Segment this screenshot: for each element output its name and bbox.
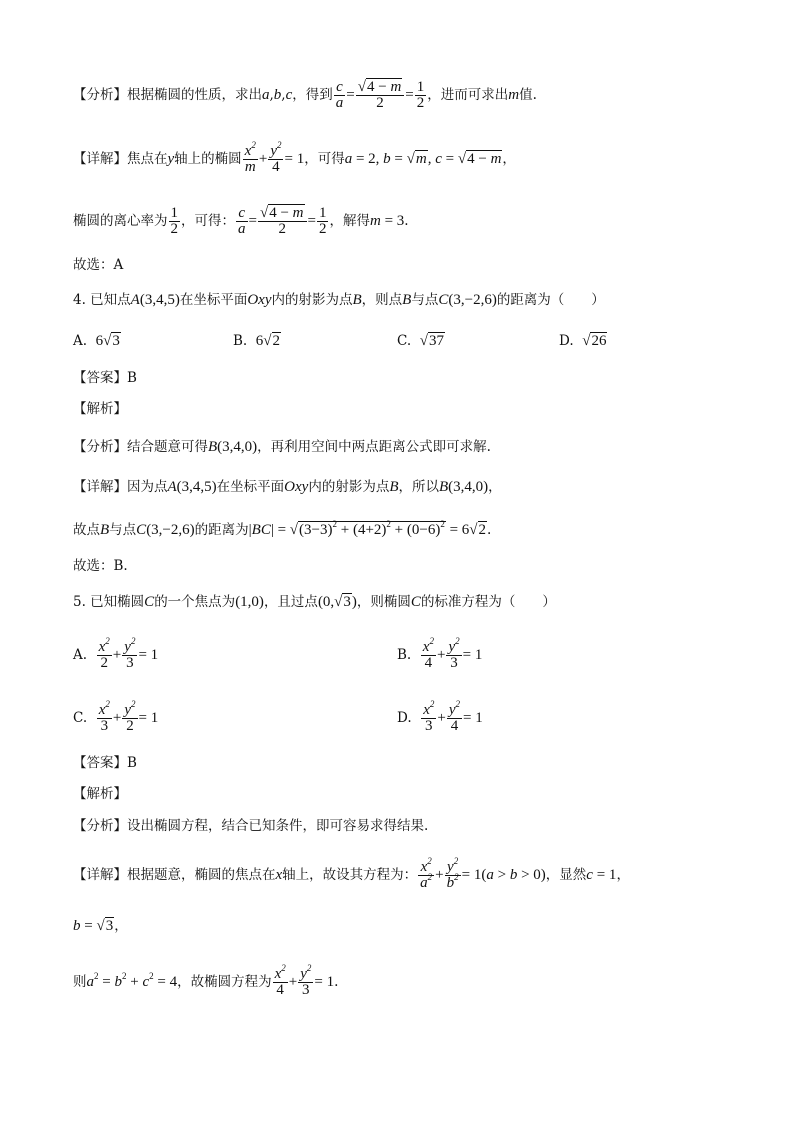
q4-analysis: 【分析】结合题意可得B(3,4,0)，再利用空间中两点距离公式即可求解. [73,439,491,455]
q5-detail-3: 则$a^2 = b^2 + c^2 = 4$，故椭圆方程为 $\frac{x^2}{4}$ + $\frac{y^2}{3}$ = 1. [73,963,339,998]
q5-answer: 【答案】B [73,755,137,771]
q5-detail: 【详解】根据题意，椭圆的焦点在x轴上，故设其方程为： $\frac{x^2}{a^2}$ + $\frac{y^2}{b^2}$ = 1(a > b > 0)，显然c = 1， [73,856,630,891]
q3-analysis: 【分析】根据椭圆的性质，求出a,b,c，得到 $\frac{c}{a}$ = $\frac{√4 - m}{2}$ = $\frac{1}{2}$ ，进而可求出m值. [73,79,537,111]
q5-option-c: C. $\frac{x^2}{3}$ + $\frac{y^2}{2}$ = 1 [73,699,159,734]
q4-stem: 4. 已知点A(3,4,5)在坐标平面Oxy内的射影为点B，则点B与点C(3,−2,6)的距离为（ ） [73,292,605,308]
q5-stem: 5. 已知椭圆C的一个焦点为(1,0)，且过点(0,√3)，则椭圆C的标准方程为（ ） [73,594,556,610]
q4-option-a: A. 6√3 [73,333,120,349]
q5-analysis: 【分析】设出椭圆方程，结合已知条件，即可容易求得结果. [73,818,429,834]
q4-detail: 【详解】因为点A(3,4,5)在坐标平面Oxy内的射影为点B，所以B(3,4,0)， [73,479,502,495]
q4-option-c: C. √37 [397,333,444,349]
q5-option-b: B. $\frac{x^2}{4}$ + $\frac{y^2}{3}$ = 1 [397,636,483,671]
q5-jiexi: 【解析】 [73,786,127,802]
q5-option-d: D. $\frac{x^2}{3}$ + $\frac{y^2}{4}$ = 1 [397,699,483,734]
q5-option-a: A. $\frac{x^2}{2}$ + $\frac{y^2}{3}$ = 1 [73,636,159,671]
q4-answer: 【答案】B [73,370,137,386]
q3-conclusion: 故选：A [73,257,124,273]
q4-conclusion: 故选：B. [73,558,128,574]
q3-detail: 【详解】焦点在y轴上的椭圆 $\frac{x^2}{m}$ + $\frac{y^2}{4}$ = 1，可得a = 2, b = √m, c = √4 − m， [73,140,516,175]
q5-detail-2: b = √3， [73,918,128,934]
q4-option-b: B. 6√2 [233,333,281,349]
q3-detail-2: 椭圆的离心率为 $\frac{1}{2}$ ，可得： $\frac{c}{a}$ = $\frac{√4 - m}{2}$ = $\frac{1}{2}$ ，解得m = 3. [73,205,409,237]
q4-jiexi: 【解析】 [73,401,127,417]
q4-option-d: D. √26 [559,333,607,349]
q4-detail-2: 故点B与点C(3,−2,6)的距离为$|BC| = √(3-3)^2 + (4+2)^2 + (0-6)^2 = 6√2$. [73,519,492,538]
